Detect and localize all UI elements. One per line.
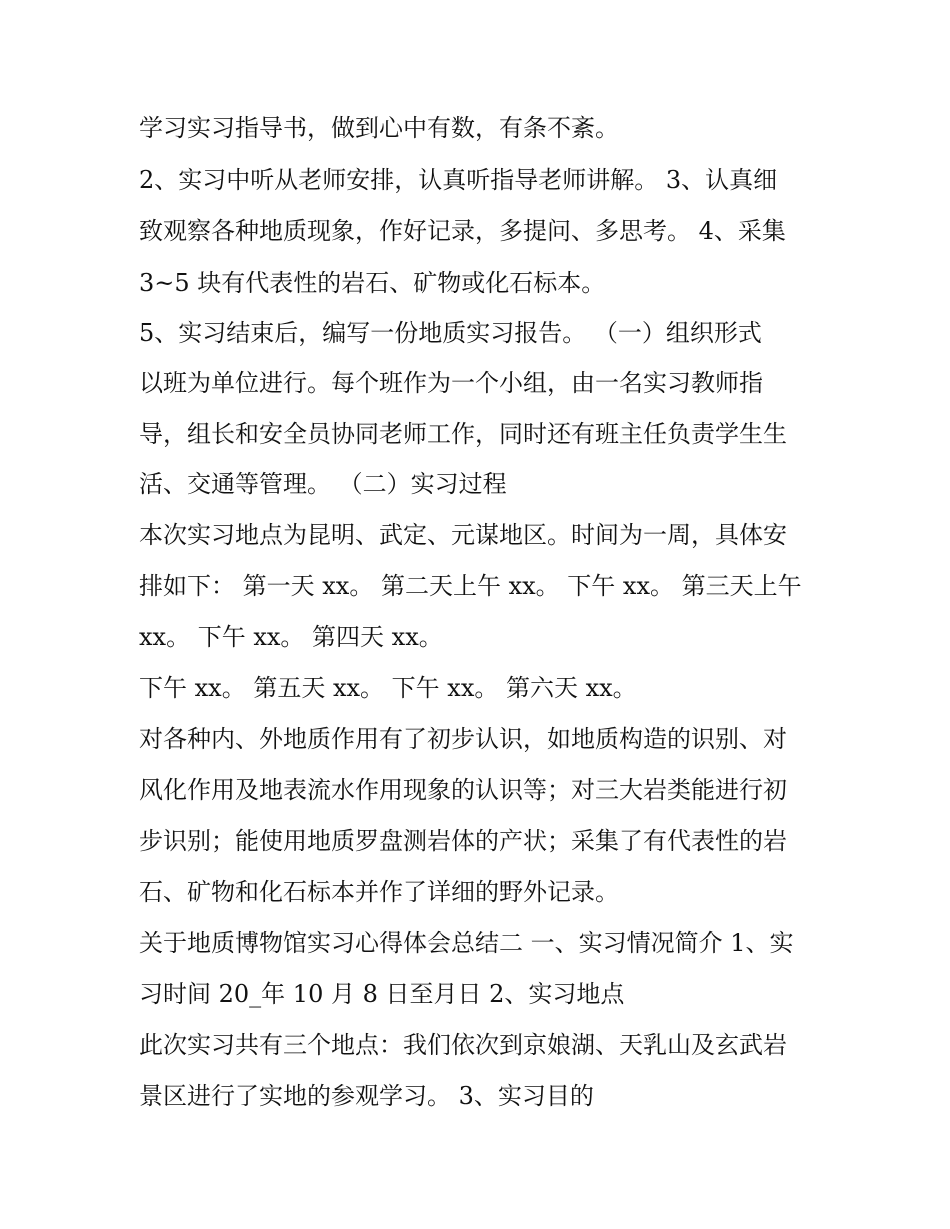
text-line: 景区进行了实地的参观学习。 3、实习目的 (139, 1082, 594, 1110)
text-line: 致观察各种地质现象，作好记录，多提问、多思考。 4、采集 (139, 217, 786, 245)
text-line: 石、矿物和化石标本并作了详细的野外记录。 (139, 878, 619, 906)
text-line: xx。 下午 xx。 第四天 xx。 (139, 623, 443, 651)
text-line: 排如下： 第一天 xx。 第二天上午 xx。 下午 xx。 第三天上午 (139, 572, 802, 600)
text-line: 学习实习指导书，做到心中有数，有条不紊。 (139, 114, 619, 142)
text-line: 2、实习中听从老师安排，认真听指导老师讲解。 3、认真细 (139, 166, 778, 194)
text-line: 导，组长和安全员协同老师工作，同时还有班主任负责学生生 (139, 420, 787, 448)
text-line: 对各种内、外地质作用有了初步认识，如地质构造的识别、对 (139, 725, 787, 753)
text-line: 3~5 块有代表性的岩石、矿物或化石标本。 (139, 269, 606, 297)
text-line: 风化作用及地表流水作用现象的认识等；对三大岩类能进行初 (139, 776, 787, 804)
text-line: 下午 xx。 第五天 xx。 下午 xx。 第六天 xx。 (139, 674, 637, 702)
text-line: 以班为单位进行。每个班作为一个小组，由一名实习教师指 (139, 369, 763, 397)
text-line: 本次实习地点为昆明、武定、元谋地区。时间为一周，具体安 (139, 521, 787, 549)
text-line: 习时间 20_年 10 月 8 日至月日 2、实习地点 (139, 980, 625, 1008)
text-line: 5、实习结束后，编写一份地质实习报告。 （一）组织形式 (139, 319, 762, 347)
text-line: 关于地质博物馆实习心得体会总结二 一、实习情况简介 1、实 (139, 929, 794, 957)
text-line: 步识别；能使用地质罗盘测岩体的产状；采集了有代表性的岩 (139, 827, 787, 855)
text-line: 活、交通等管理。 （二）实习过程 (139, 470, 507, 498)
text-line: 此次实习共有三个地点：我们依次到京娘湖、天乳山及玄武岩 (139, 1031, 787, 1059)
